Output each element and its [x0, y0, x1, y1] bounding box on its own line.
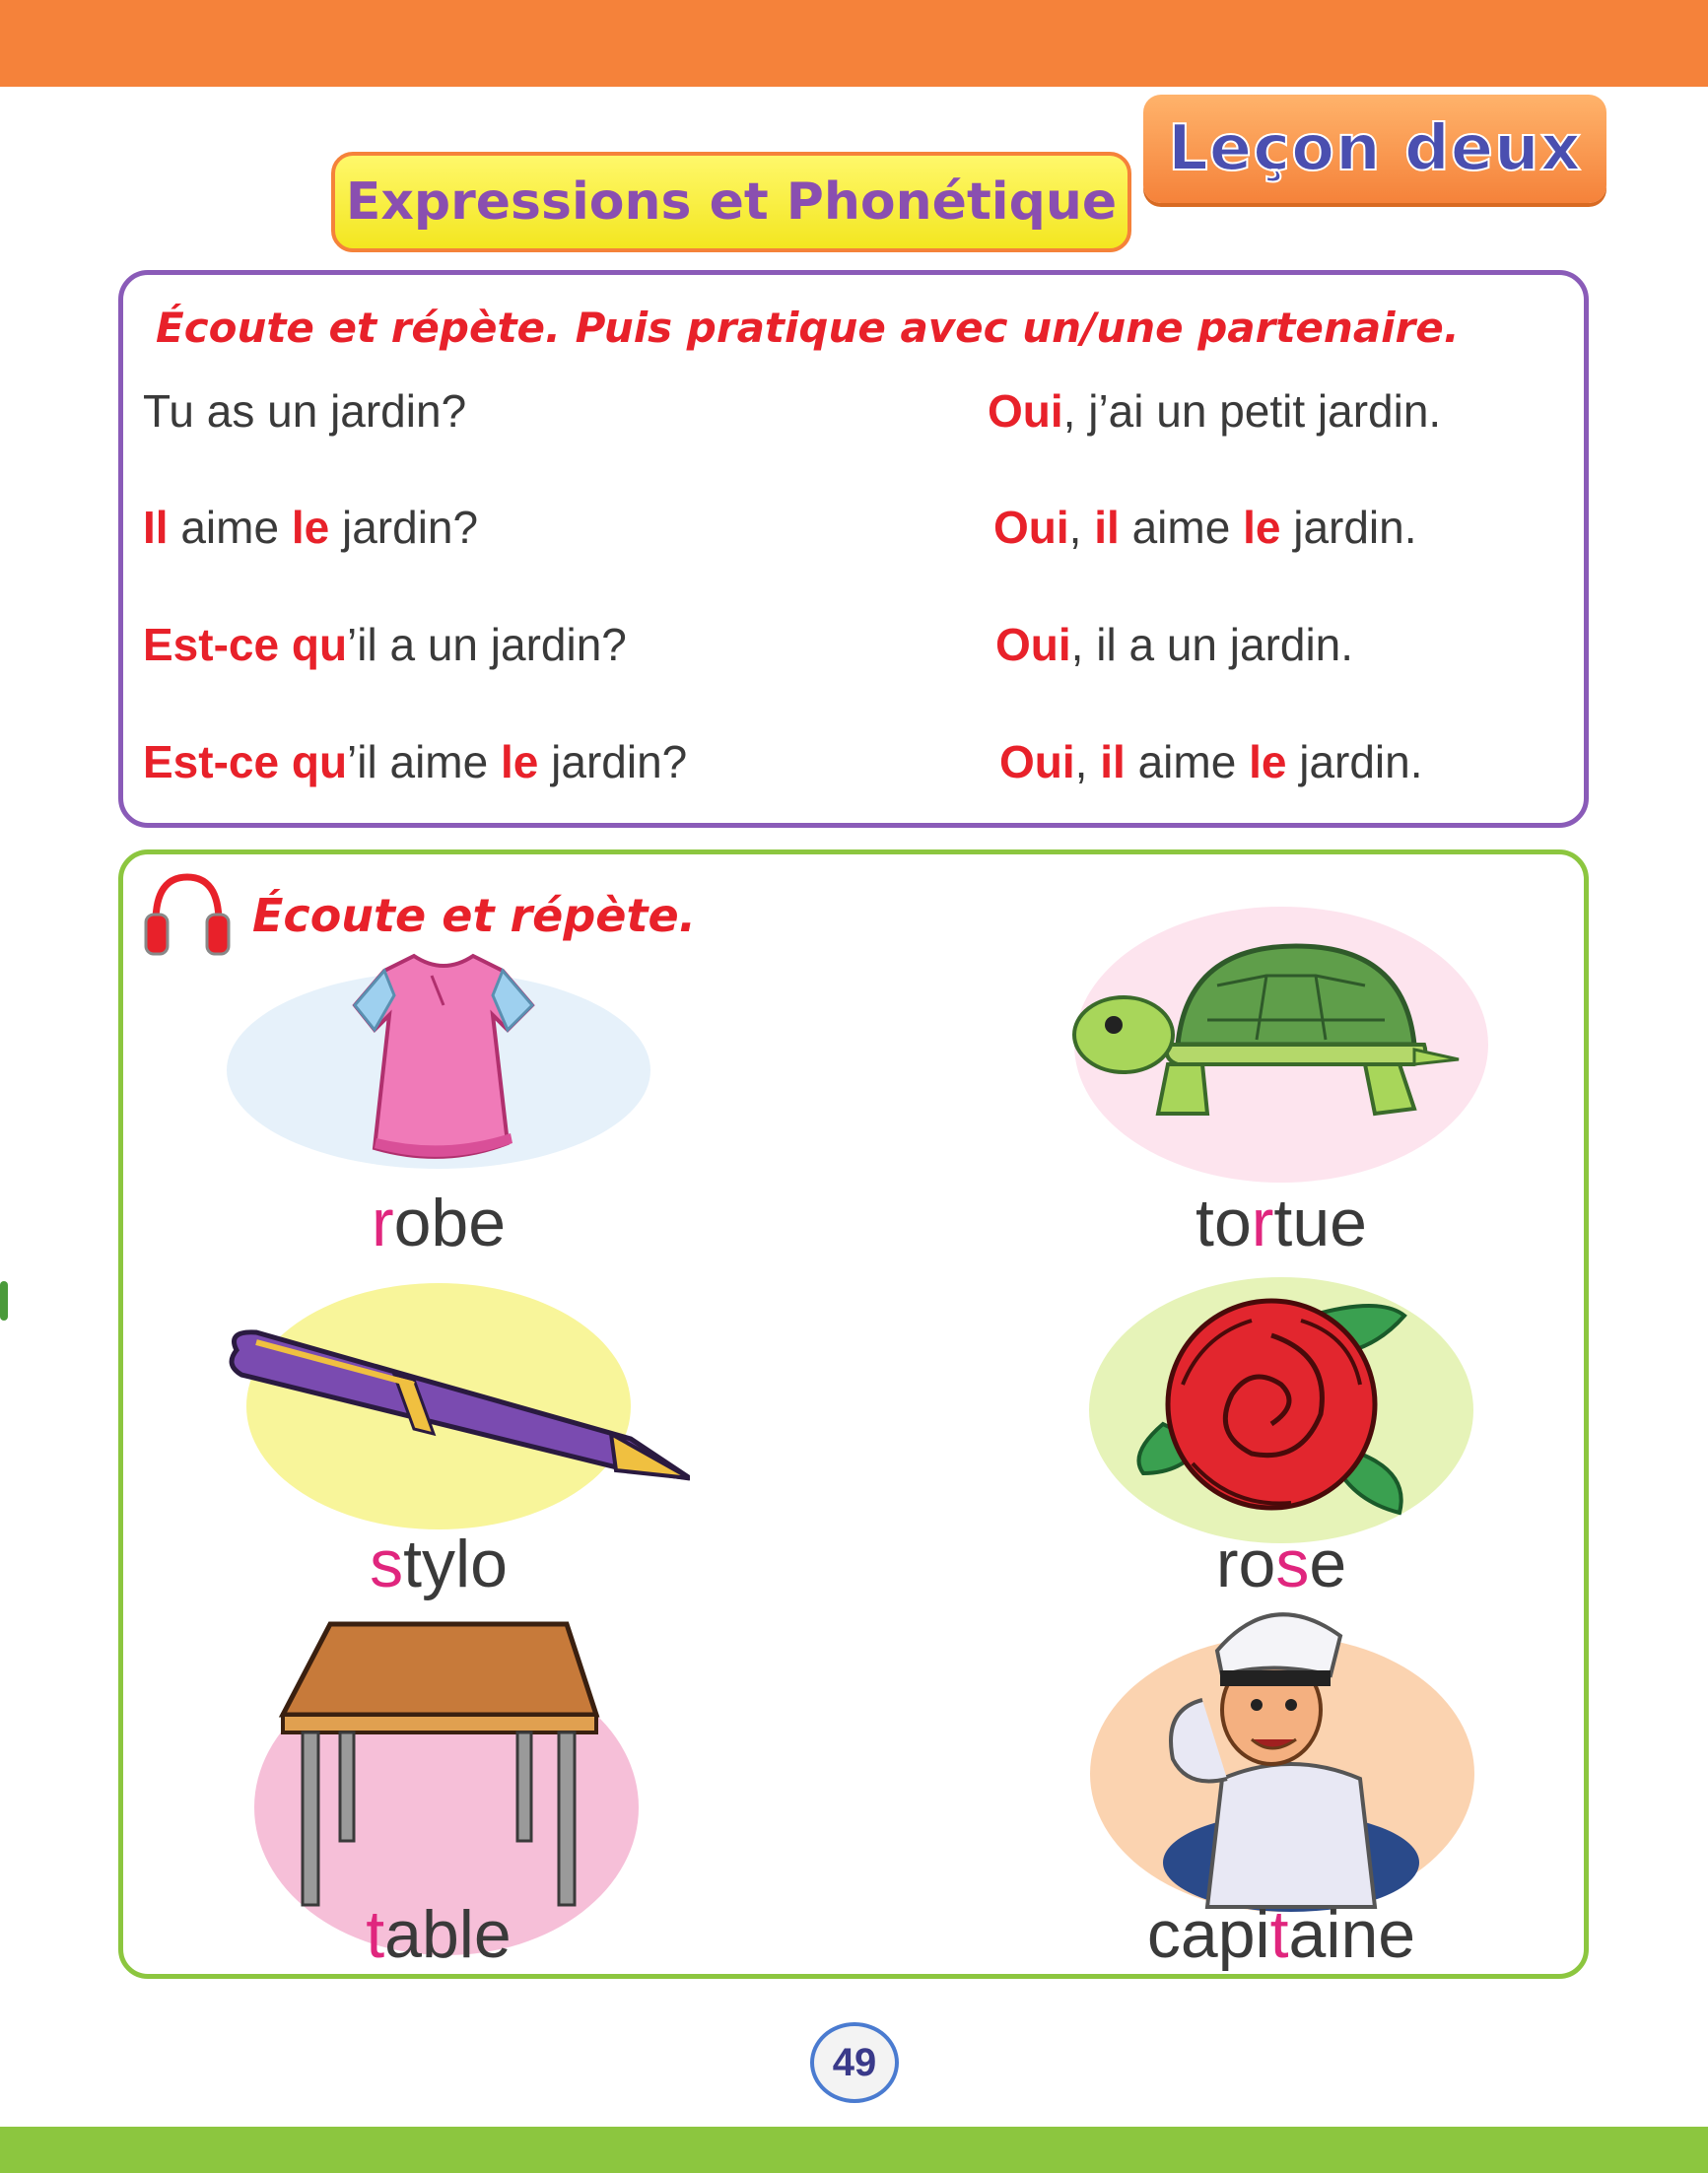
section-title: Expressions et Phonétique	[345, 172, 1118, 232]
headphones-icon[interactable]	[138, 863, 237, 962]
dialog-segment: Est-ce qu	[143, 619, 348, 670]
dialog-segment: Oui	[988, 385, 1063, 437]
lesson-title: Leçon deux	[1168, 112, 1582, 185]
dialog-segment: aime	[168, 502, 292, 553]
dialog-instruction: Écoute et répète. Puis pratique avec un/une partenaire.	[156, 304, 1460, 352]
word-capitaine: capitaine	[1146, 1897, 1416, 1972]
dialog-segment: aime	[1125, 736, 1250, 787]
pen-image	[217, 1321, 690, 1488]
lesson-title-badge	[1143, 95, 1606, 203]
word-table: table	[366, 1897, 512, 1972]
dialog-segment: , il a un jardin.	[1070, 619, 1354, 670]
page-number: 49	[810, 2022, 899, 2103]
section-title-badge	[331, 152, 1131, 252]
dialog-segment: jardin?	[538, 736, 688, 787]
turtle-image	[1069, 926, 1464, 1133]
dialog-answer-1	[988, 384, 1441, 438]
dialog-question-3	[143, 618, 627, 671]
word-rose: rose	[1215, 1527, 1347, 1601]
dialog-segment: jardin.	[1280, 502, 1417, 553]
dress-image	[335, 946, 552, 1173]
dialog-segment: le	[500, 736, 539, 787]
dialog-segment: il	[1094, 502, 1120, 553]
dialog-segment: jardin?	[329, 502, 479, 553]
dialog-segment: le	[291, 502, 330, 553]
dialog-answer-2	[993, 501, 1417, 554]
dialog-segment: le	[1249, 736, 1287, 787]
dialog-answer-4	[999, 735, 1423, 788]
vocabulary-instruction: Écoute et répète.	[252, 889, 697, 942]
dialog-segment: il	[1100, 736, 1126, 787]
dialog-segment: Tu as un jardin?	[143, 385, 467, 437]
dialog-segment: ’il a un jardin?	[347, 619, 627, 670]
dialog-segment: ’il aime	[347, 736, 501, 787]
dialog-segment: Il	[143, 502, 169, 553]
captain-image	[1133, 1592, 1429, 1917]
rose-image	[1124, 1276, 1419, 1532]
top-color-band	[0, 0, 1708, 87]
dialog-question-2	[143, 501, 478, 554]
dialog-segment: , j’ai un petit jardin.	[1062, 385, 1442, 437]
word-tortue: tortue	[1196, 1186, 1367, 1260]
dialog-segment: le	[1243, 502, 1281, 553]
word-robe: robe	[371, 1186, 507, 1260]
dialog-segment: ,	[1068, 502, 1095, 553]
dialog-segment: jardin.	[1286, 736, 1423, 787]
table-image	[271, 1616, 606, 1912]
dialog-segment: Oui	[999, 736, 1075, 787]
dialog-segment: Oui	[993, 502, 1069, 553]
bottom-color-band	[0, 2127, 1708, 2173]
dialog-question-4	[143, 735, 687, 788]
dialog-answer-3	[995, 618, 1353, 671]
word-stylo: stylo	[370, 1527, 508, 1601]
dialog-segment: ,	[1074, 736, 1101, 787]
dialog-question-1	[143, 384, 466, 438]
dialog-segment: Oui	[995, 619, 1071, 670]
dialog-segment: aime	[1119, 502, 1244, 553]
dialog-segment: Est-ce qu	[143, 736, 348, 787]
side-marker	[0, 1281, 8, 1321]
